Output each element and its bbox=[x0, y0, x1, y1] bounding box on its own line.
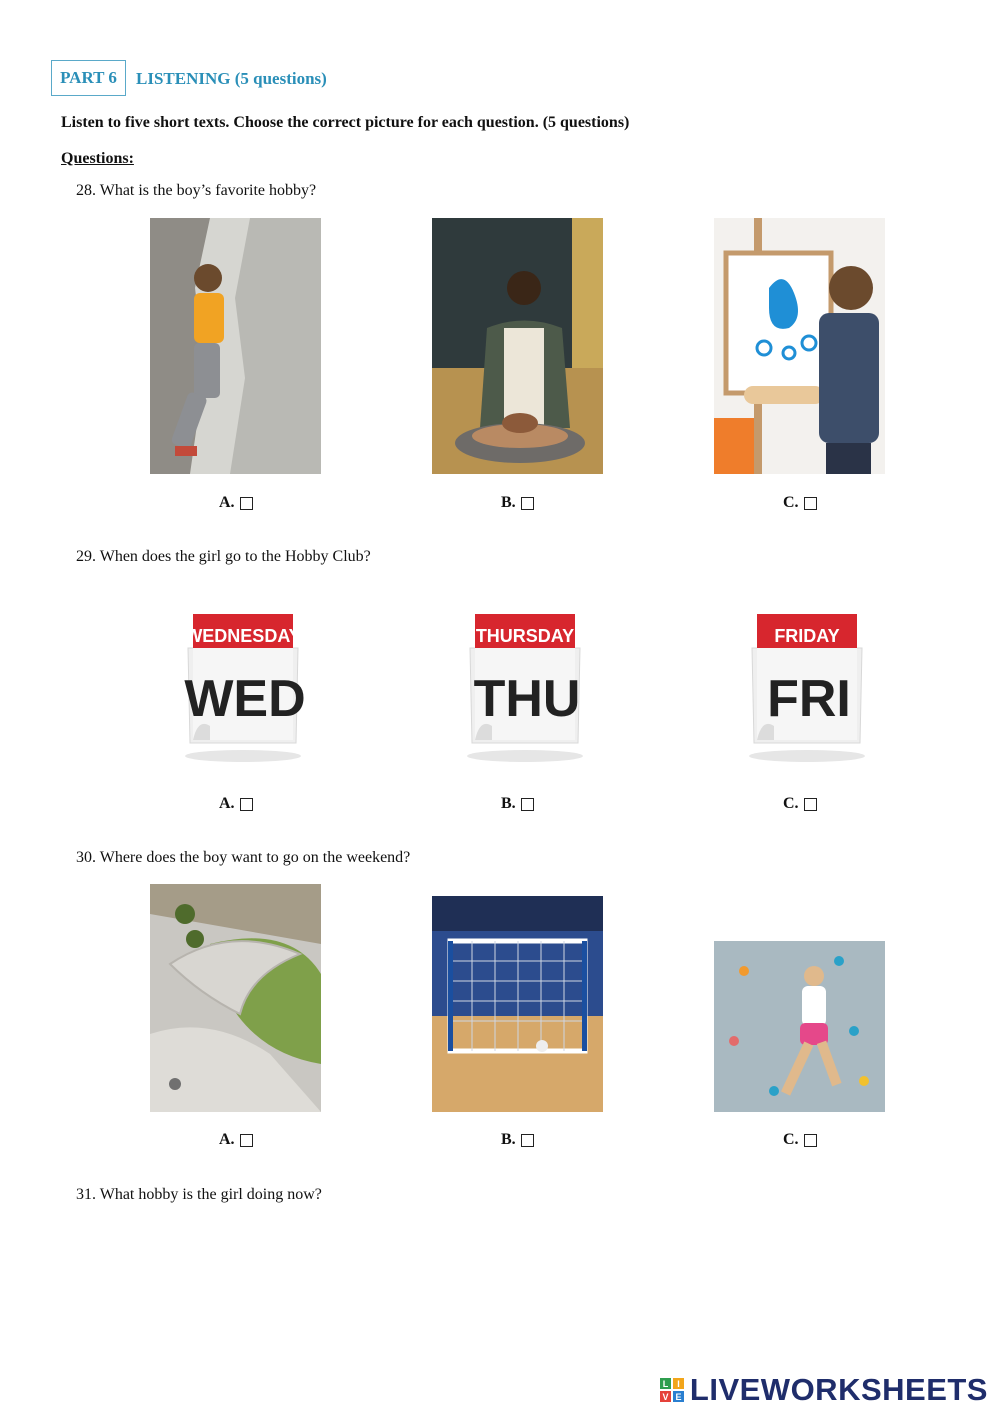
question-31: 31. What hobby is the girl doing now? bbox=[76, 1186, 322, 1203]
liveworksheets-logo bbox=[660, 1372, 988, 1408]
calendar-top-text: FRIDAY bbox=[774, 626, 840, 646]
checkbox[interactable] bbox=[240, 497, 253, 510]
option-29c-image bbox=[742, 608, 872, 768]
option-29a-image bbox=[178, 608, 308, 768]
option-label: C. bbox=[783, 795, 799, 812]
question-29: 29. When does the girl go to the Hobby Club? bbox=[76, 548, 371, 565]
part-label: PART 6 bbox=[51, 60, 126, 96]
option-30b-image bbox=[432, 896, 603, 1112]
logo-text: LIVEWORKSHEETS bbox=[689, 1372, 988, 1407]
calendar-main-text: THU bbox=[473, 670, 581, 728]
option-30c[interactable] bbox=[783, 1131, 817, 1149]
questions-heading: Questions: bbox=[61, 150, 134, 167]
checkbox[interactable] bbox=[804, 798, 817, 811]
option-28a[interactable] bbox=[219, 494, 253, 512]
option-29a[interactable] bbox=[219, 795, 253, 813]
option-28b-image bbox=[432, 218, 603, 474]
checkbox[interactable] bbox=[521, 798, 534, 811]
svg-text:I: I bbox=[677, 1379, 680, 1389]
option-29c[interactable] bbox=[783, 795, 817, 813]
question-30: 30. Where does the boy want to go on the weekend? bbox=[76, 849, 411, 866]
section-title: LISTENING (5 questions) bbox=[136, 69, 327, 88]
option-label: B. bbox=[501, 494, 516, 511]
option-label: A. bbox=[219, 795, 235, 812]
checkbox[interactable] bbox=[804, 497, 817, 510]
calendar-main-text: WED bbox=[184, 670, 306, 728]
option-label: C. bbox=[783, 1131, 799, 1148]
checkbox[interactable] bbox=[240, 1134, 253, 1147]
svg-text:L: L bbox=[662, 1379, 669, 1389]
checkbox[interactable] bbox=[240, 798, 253, 811]
liveworksheets-icon bbox=[660, 1378, 684, 1402]
option-30b[interactable] bbox=[501, 1131, 534, 1149]
option-label: B. bbox=[501, 1131, 516, 1148]
option-label: A. bbox=[219, 494, 235, 511]
option-29b-image bbox=[460, 608, 590, 768]
checkbox[interactable] bbox=[521, 1134, 534, 1147]
svg-text:V: V bbox=[662, 1392, 669, 1402]
calendar-top-text: WEDNESDAY bbox=[185, 626, 301, 646]
option-28c[interactable] bbox=[783, 494, 817, 512]
checkbox[interactable] bbox=[521, 497, 534, 510]
svg-text:E: E bbox=[675, 1392, 682, 1402]
instruction-text: Listen to five short texts. Choose the correct picture for each question. (5 questions) bbox=[61, 114, 630, 131]
option-30a[interactable] bbox=[219, 1131, 253, 1149]
option-label: B. bbox=[501, 795, 516, 812]
option-29b[interactable] bbox=[501, 795, 534, 813]
calendar-main-text: FRI bbox=[767, 670, 851, 728]
option-label: A. bbox=[219, 1131, 235, 1148]
checkbox[interactable] bbox=[804, 1134, 817, 1147]
question-28: 28. What is the boy’s favorite hobby? bbox=[76, 182, 317, 199]
option-label: C. bbox=[783, 494, 799, 511]
option-28c-image bbox=[714, 218, 885, 474]
calendar-top-text: THURSDAY bbox=[475, 626, 575, 646]
option-30a-image bbox=[150, 884, 321, 1112]
option-30c-image bbox=[714, 941, 885, 1112]
option-28a-image bbox=[150, 218, 321, 474]
option-28b[interactable] bbox=[501, 494, 534, 512]
